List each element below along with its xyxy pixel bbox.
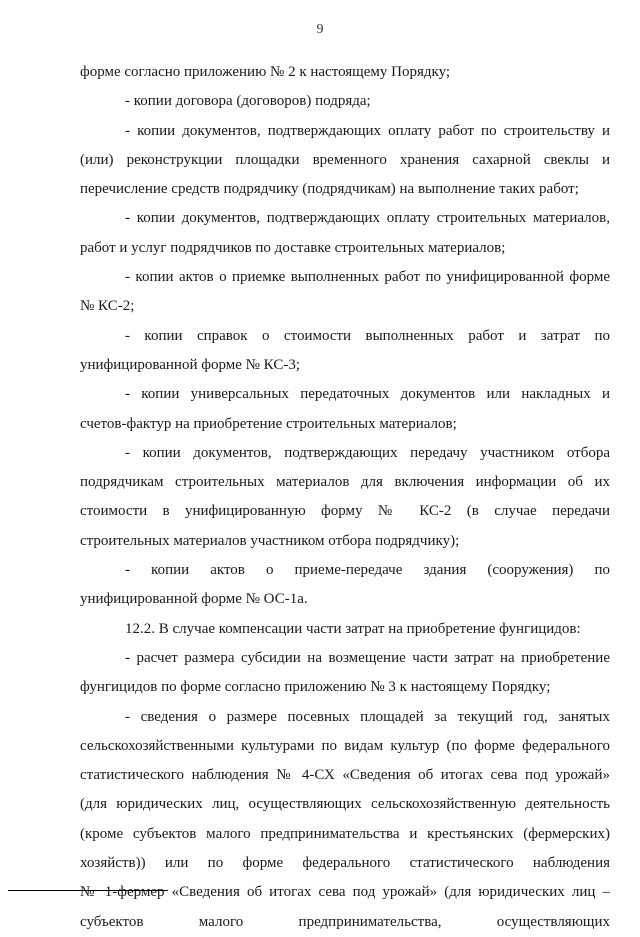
text-line: унифицированной форме № КС-3; (80, 356, 300, 373)
text-line: (кроме субъектов малого предпринимательства и крестьянских (фермерских) (80, 825, 610, 842)
text-line: сельскохозяйственными культурами по видам культур (по форме федерального (80, 737, 610, 754)
text-line: счетов-фактур на приобретение строительных материалов; (80, 415, 457, 432)
document-body (80, 58, 610, 937)
text-line: (для юридических лиц, осуществляющих сельскохозяйственную деятельность (80, 796, 610, 813)
text-line: - копии договора (договоров) подряда; (125, 93, 371, 110)
text-line: № 1-фермер «Сведения об итогах сева под урожай» (для юридических лиц – (80, 884, 610, 901)
text-line: унифицированной форме № ОС-1а. (80, 591, 308, 608)
text-line: - копии актов о приемке выполненных работ по унифицированной форме (125, 269, 610, 286)
text-line: - расчет размера субсидии на возмещение части затрат на приобретение (125, 649, 610, 666)
text-line: - копии справок о стоимости выполненных работ и затрат по (125, 327, 610, 344)
text-line: - копии документов, подтверждающих оплату работ по строительству и (125, 122, 610, 139)
text-line: - копии документов, подтверждающих передачу участником отбора (125, 444, 610, 461)
text-line: № КС-2; (80, 298, 135, 315)
text-line: строительных материалов участником отбора подрядчику); (80, 532, 460, 549)
text-line: - копии актов о приеме-передаче здания (сооружения) по (125, 562, 610, 579)
text-line: форме согласно приложению № 2 к настоящему Порядку; (80, 64, 451, 80)
text-line: - копии документов, подтверждающих оплату строительных материалов, (125, 210, 610, 227)
text-line: хозяйств)) или по форме федерального статистического наблюдения (80, 855, 610, 872)
text-line: статистического наблюдения № 4-СХ «Сведения об итогах сева под урожай» (80, 767, 610, 784)
text-line: работ и услуг подрядчиков по доставке строительных материалов; (80, 239, 506, 256)
text-line: - сведения о размере посевных площадей за текущий год, занятых (125, 708, 610, 725)
text-line: (или) реконструкции площадки временного хранения сахарной свеклы и (80, 151, 610, 168)
text-line: 12.2. В случае компенсации части затрат на приобретение фунгицидов: (125, 620, 581, 637)
text-line: - копии универсальных передаточных документов или накладных и (125, 386, 610, 403)
text-line: перечисление средств подрядчику (подрядчикам) на выполнение таких работ; (80, 181, 579, 198)
page-number: 9 (316, 22, 324, 37)
text-line: субъектов малого предпринимательства, осуществляющих (80, 913, 610, 930)
text-line: фунгицидов по форме согласно приложению № 3 к настоящему Порядку; (80, 679, 551, 696)
text-line: стоимости в унифицированную форму № КС-2 (в случае передачи (80, 503, 610, 520)
footnote-separator (8, 890, 168, 891)
text-line: подрядчикам строительных материалов для включения информации об их (80, 474, 610, 491)
